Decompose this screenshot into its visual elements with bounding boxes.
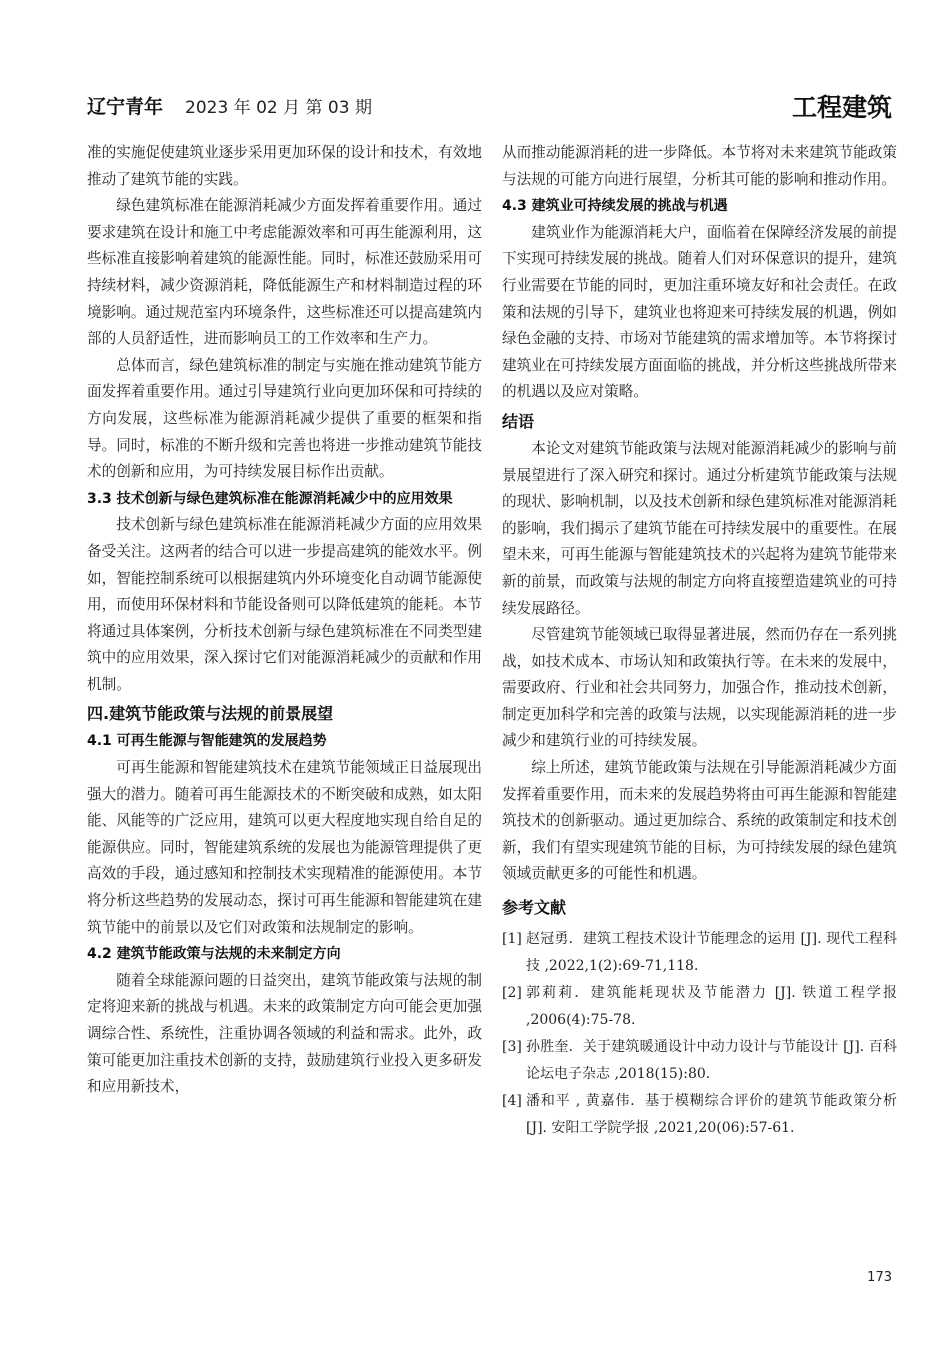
- paragraph: 绿色建筑标准在能源消耗减少方面发挥着重要作用。通过要求建筑在设计和施工中考虑能源效率和可再生能源利用，这些标准直接影响着建筑的能源性能。同时，标准还鼓励采用可持续材料，减少资源消耗，降低能源生产和材料制造过程的环境影响。通过规范室内环境条件，这些标准还可以提高建筑内部的人员舒适性，进而影响员工的工作效率和生产力。: [87, 197, 482, 348]
- journal-name: 辽宁青年: [87, 96, 164, 118]
- reference-text: 郭莉莉．建筑能耗现状及节能潜力 [J]. 铁道工程学报 ,2006(4):75-78.: [526, 985, 897, 1029]
- paragraph: 技术创新与绿色建筑标准在能源消耗减少方面的应用效果备受关注。这两者的结合可以进一步提高建筑的能效水平。例如，智能控制系统可以根据建筑内外环境变化自动调节能源使用，而使用环保材料和节能设备则可以降低建筑的能耗。本节将通过具体案例，分析技术创新与绿色建筑标准在不同类型建筑中的应用效果，深入探讨它们对能源消耗减少的贡献和作用机制。: [87, 516, 482, 693]
- paragraph: 准的实施促使建筑业逐步采用更加环保的设计和技术，有效地推动了建筑节能的实践。: [87, 144, 482, 188]
- reference-item: [502, 1034, 897, 1088]
- paragraph: 综上所述，建筑节能政策与法规在引导能源消耗减少方面发挥着重要作用，而未来的发展趋势将由可再生能源和智能建筑技术的创新驱动。通过更加综合、系统的政策制定和技术创新，我们有望实现建筑节能的目标，为可持续发展的绿色建筑领域贡献更多的可能性和机遇。: [502, 759, 897, 883]
- reference-number: [1]: [502, 931, 522, 948]
- heading-4-3: 4.3 建筑业可持续发展的挑战与机遇: [502, 198, 728, 215]
- reference-number: [3]: [502, 1039, 522, 1056]
- reference-text: 赵冠勇．建筑工程技术设计节能理念的运用 [J]. 现代工程科技 ,2022,1(2):69-71,118.: [526, 931, 897, 975]
- paragraph: 总体而言，绿色建筑标准的制定与实施在推动建筑节能方面发挥着重要作用。通过引导建筑行业向更加环保和可持续的方向发展，这些标准为能源消耗减少提供了重要的框架和指导。同时，标准的不断升级和完善也将进一步推动建筑节能技术的创新和应用，为可持续发展目标作出贡献。: [87, 356, 482, 481]
- heading-4-1: 4.1 可再生能源与智能建筑的发展趋势: [87, 733, 327, 750]
- left-column: [87, 140, 482, 1101]
- right-column: [502, 140, 897, 1142]
- paragraph: 可再生能源和智能建筑技术在建筑节能领域正日益展现出强大的潜力。随着可再生能源技术的不断突破和成熟，如太阳能、风能等的广泛应用，建筑可以更大程度地实现自给自足的能源供应。同时，智能建筑系统的发展也为能源管理提供了更高效的手段，通过感知和控制技术实现精准的能源使用。本节将分析这些趋势的发展动态，探讨可再生能源和智能建筑在建筑节能中的前景以及它们对政策和法规制定的影响。: [87, 759, 482, 936]
- paragraph: 随着全球能源问题的日益突出，建筑节能政策与法规的制定将迎来新的挑战与机遇。未来的政策制定方向可能会更加强调综合性、系统性，注重协调各领域的利益和需求。此外，政策可能更加注重技术创新的支持，鼓励建筑行业投入更多研发和应用新技术，: [87, 971, 482, 1096]
- page-number: 173: [867, 1270, 892, 1285]
- heading-references: 参考文献: [502, 898, 567, 918]
- heading-4: 四.建筑节能政策与法规的前景展望: [87, 704, 334, 724]
- paragraph: 从而推动能源消耗的进一步降低。本节将对未来建筑节能政策与法规的可能方向进行展望，分析其可能的影响和推动作用。: [502, 144, 897, 188]
- reference-item: [502, 980, 897, 1034]
- reference-item: [502, 1088, 897, 1142]
- heading-3-3: 3.3 技术创新与绿色建筑标准在能源消耗减少中的应用效果: [87, 490, 453, 507]
- paragraph: 建筑业作为能源消耗大户，面临着在保障经济发展的前提下实现可持续发展的挑战。随着人们对环保意识的提升，建筑行业需要在节能的同时，更加注重环境友好和社会责任。在政策和法规的引导下，建筑业也将迎来可持续发展的机遇，例如绿色金融的支持、市场对节能建筑的需求增加等。本节将探讨建筑业在可持续发展方面面临的挑战，并分析这些挑战所带来的机遇以及应对策略。: [502, 223, 897, 401]
- reference-text: 孙胜奎．关于建筑暖通设计中动力设计与节能设计 [J]. 百科论坛电子杂志 ,2018(15):80.: [526, 1039, 897, 1083]
- heading-conclusion: 结语: [502, 411, 535, 431]
- section-title: 工程建筑: [791, 93, 892, 122]
- reference-number: [2]: [502, 985, 522, 1002]
- page-header: [87, 92, 892, 122]
- reference-number: [4]: [502, 1093, 522, 1110]
- reference-item: [502, 926, 897, 980]
- issue-info: 2023 年 02 月 第 03 期: [185, 98, 372, 118]
- paragraph: 尽管建筑节能领域已取得显著进展，然而仍存在一系列挑战，如技术成本、市场认知和政策执行等。在未来的发展中，需要政府、行业和社会共同努力，加强合作，推动技术创新，制定更加科学和完善的政策与法规，以实现能源消耗的进一步减少和建筑行业的可持续发展。: [502, 626, 897, 750]
- reference-text: 潘和平 , 黄嘉伟．基于模糊综合评价的建筑节能政策分析 [J]. 安阳工学院学报 ,2021,20(06):57-61.: [526, 1093, 897, 1137]
- paragraph: 本论文对建筑节能政策与法规对能源消耗减少的影响与前景展望进行了深入研究和探讨。通过分析建筑节能政策与法规的现状、影响机制，以及技术创新和绿色建筑标准对能源消耗的影响，我们揭示了建筑节能在可持续发展中的重要性。在展望未来，可再生能源与智能建筑技术的兴起将为建筑节能带来新的前景，而政策与法规的制定方向将直接塑造建筑业的可持续发展路径。: [502, 439, 897, 617]
- heading-4-2: 4.2 建筑节能政策与法规的未来制定方向: [87, 946, 341, 963]
